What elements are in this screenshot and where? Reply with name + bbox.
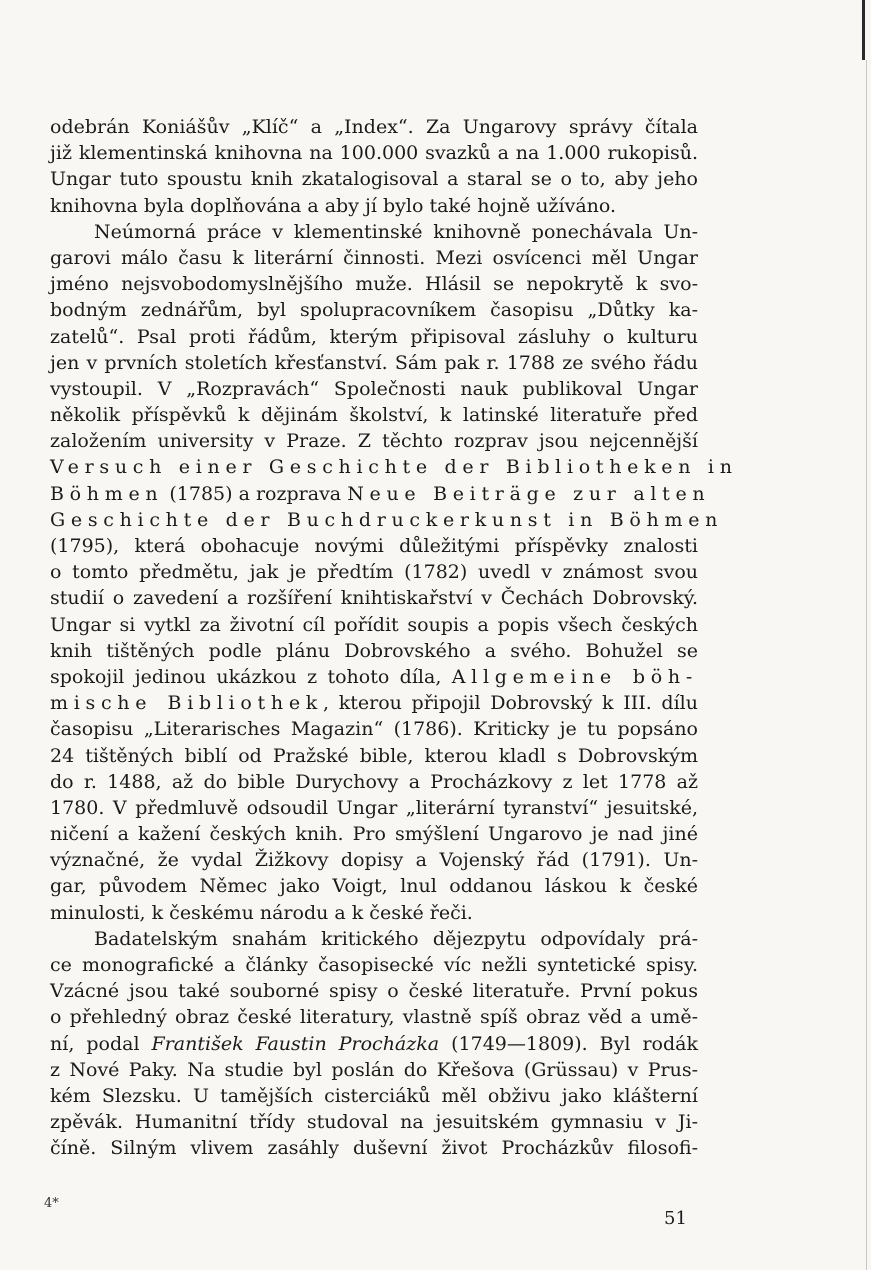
text-line: vystoupil. V „Rozpravách“ Společnosti nauk publikoval Ungar	[50, 377, 698, 400]
text-line	[50, 1031, 698, 1057]
text-line: minulosti, k českému národu a k české řeči.	[50, 901, 473, 924]
text-line: založením university v Praze. Z těchto rozprav jsou nejcennější	[50, 430, 698, 453]
text-line: 24 tištěných biblí od Pražské bible, kterou kladl s Dobrovským	[50, 744, 698, 767]
body-text	[50, 114, 738, 1162]
text-line: ce monografické a články časopisecké víc nežli syntetické spisy.	[50, 954, 698, 976]
text-line: o přehledný obraz české literatury, vlastně spíš obraz věd a umě-	[50, 1006, 698, 1029]
text-line: knihovna byla doplňována a aby jí bylo také hojně užíváno.	[50, 194, 617, 217]
text-line: časopisu „Literarisches Magazin“ (1786). Kriticky je tu popsáno	[50, 718, 698, 741]
text-fragment: (1749—1809). Byl rodák	[439, 1032, 698, 1055]
text-line: zpěvák. Humanitní třídy studoval na jesuitském gymnasiu v Ji-	[50, 1111, 698, 1134]
text-line: Vzácné jsou také souborné spisy o české literatuře. První pokus	[50, 980, 698, 1003]
text-line: 1780. V předmluvě odsoudil Ungar „literární tyranství“ jesuitské,	[50, 796, 698, 819]
text-line: knih tištěných podle plánu Dobrovského a svého. Bohužel se	[50, 639, 698, 662]
text-line	[50, 664, 698, 690]
page-number: 51	[664, 1208, 687, 1229]
text-line: význačné, že vydal Žižkovy dopisy a Vojenský řád (1791). Un-	[50, 849, 698, 872]
text-fragment: , kterou připojil Dobrovský k III. dílu	[322, 692, 698, 715]
book-title-fragment: Neue Beiträge zur alten	[347, 482, 711, 505]
book-title-fragment: mische Bibliothek	[50, 692, 323, 715]
book-title-fragment: Allgemeine böh-	[451, 665, 698, 688]
text-line: Ungar tuto spoustu knih zkatalogisoval a staral se o to, aby jeho	[50, 168, 698, 191]
text-line: zatelů“. Psal proti řádům, kterým připisoval zásluhy o kulturu	[50, 325, 698, 348]
signature-mark: 4*	[44, 1196, 59, 1211]
text-line: několik příspěvků k dějinám školství, k latinské literatuře před	[50, 404, 698, 427]
text-line: již klementinská knihovna na 100.000 svazků a na 1.000 rukopisů.	[50, 142, 698, 165]
book-title-line: Versuch einer Geschichte der Bibliotheken in	[50, 456, 738, 479]
text-fragment: spokojil jedinou ukázkou z tohoto díla,	[50, 665, 452, 688]
text-line: (1795), která obohacuje novými důležitými příspěvky znalosti	[50, 535, 698, 557]
text-line	[50, 481, 711, 507]
text-line: o tomto předmětu, jak je předtím (1782) uvedl v známost svou	[50, 561, 698, 584]
text-line: Ungar si vytkl za životní cíl pořídit soupis a popis všech českých	[50, 613, 698, 636]
text-line: do r. 1488, až do bible Durychovy a Procházkovy z let 1778 až	[50, 770, 698, 793]
text-line: bodným zednářům, byl spolupracovníkem časopisu „Důtky ka-	[50, 299, 698, 322]
text-fragment: (1785) a rozprava	[163, 482, 348, 505]
text-line: garovi málo času k literární činnosti. Mezi osvícenci měl Ungar	[50, 246, 698, 269]
text-line: z Nové Paky. Na studie byl poslán do Křešova (Grüssau) v Prus-	[50, 1058, 698, 1081]
text-line: Badatelským snahám kritického dějezpytu odpovídaly prá-	[94, 927, 698, 950]
text-line: odebrán Koniášův „Klíč“ a „Index“. Za Ungarovy správy čítala	[50, 116, 698, 138]
text-line: studií o zavedení a rozšíření knihtiskařství v Čechách Dobrovský.	[50, 587, 698, 610]
text-line	[50, 690, 698, 716]
text-fragment: ní, podal	[50, 1032, 152, 1055]
text-line: jméno nejsvobodomyslnějšího muže. Hlásil se nepokrytě k svo-	[50, 273, 698, 296]
page-edge-line	[866, 60, 867, 1270]
text-line: číně. Silným vlivem zasáhly duševní život Procházkův filosofi-	[50, 1137, 698, 1160]
text-line: kém Slezsku. U tamějších cisterciáků měl obživu jako klášterní	[50, 1084, 698, 1107]
text-line: jen v prvních stoletích křesťanství. Sám pak r. 1788 ze svého řádu	[50, 351, 698, 374]
book-title-line: Geschichte der Buchdruckerkunst in Böhmen	[50, 508, 724, 531]
text-line: ničení a kažení českých knih. Pro smýšlení Ungarovo je nad jiné	[50, 823, 698, 846]
page-edge-shadow	[862, 0, 865, 60]
author-name: František Faustin Procházka	[151, 1032, 440, 1055]
book-title-fragment: Böhmen	[50, 482, 164, 505]
text-line: Neúmorná práce v klementinské knihovně ponechávala Un-	[94, 220, 698, 243]
text-line: gar, původem Němec jako Voigt, lnul oddanou láskou k české	[50, 875, 698, 898]
